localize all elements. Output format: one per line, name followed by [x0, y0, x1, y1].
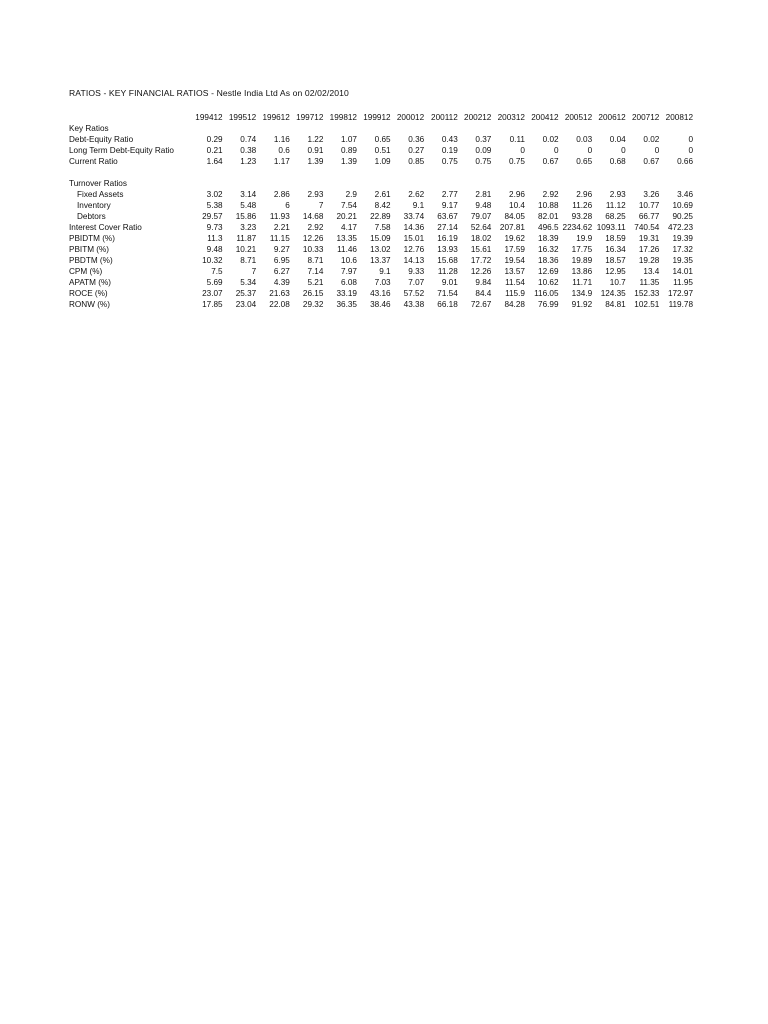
table-cell: 0.04 — [609, 135, 626, 144]
table-cell: 0 — [587, 146, 593, 155]
table-cell: 72.67 — [470, 300, 492, 309]
table-cell: 2.77 — [441, 190, 458, 199]
spreadsheet — [69, 87, 719, 310]
table-cell: 152.33 — [634, 289, 660, 298]
table-cell: 0 — [621, 146, 626, 155]
table-cell: 13.02 — [370, 245, 391, 254]
table-cell: 3.46 — [677, 190, 693, 199]
table-cell: 33.74 — [403, 212, 425, 221]
table-cell: 472.23 — [667, 223, 693, 232]
table-cell: 15.61 — [470, 245, 492, 254]
table-cell: 172.97 — [667, 289, 693, 298]
table-cell: 3.14 — [240, 190, 257, 199]
table-cell: 7.58 — [374, 223, 391, 232]
table-cell: 3.02 — [206, 190, 223, 199]
table-row — [69, 145, 693, 156]
table-cell: 19.89 — [571, 256, 593, 265]
column-header: 200012 — [396, 113, 425, 122]
table-cell: 11.87 — [236, 234, 257, 243]
table-cell: 19.28 — [638, 256, 660, 265]
table-cell: 1.22 — [307, 135, 324, 144]
table-cell: 9.1 — [379, 267, 391, 276]
table-cell: 134.9 — [571, 289, 593, 298]
table-cell: 8.42 — [374, 201, 391, 210]
table-cell: 13.86 — [571, 267, 593, 276]
table-cell: 0.6 — [278, 146, 290, 155]
table-cell: 15.68 — [437, 256, 458, 265]
table-cell: 116.05 — [534, 289, 559, 298]
table-cell: 23.07 — [202, 289, 223, 298]
table-row — [69, 288, 693, 299]
section-heading: Turnover Ratios — [69, 179, 127, 188]
table-cell: 17.85 — [202, 300, 223, 309]
table-cell: 0.75 — [475, 157, 492, 166]
table-cell: 6 — [285, 201, 290, 210]
table-cell: 12.26 — [302, 234, 324, 243]
table-row — [69, 211, 693, 222]
row-label: PBDTM (%) — [69, 256, 113, 265]
table-cell: 9.33 — [408, 267, 425, 276]
table-cell: 84.05 — [504, 212, 525, 221]
table-cell: 11.46 — [337, 245, 357, 254]
table-cell: 14.68 — [302, 212, 324, 221]
table-cell: 1.64 — [206, 157, 223, 166]
table-cell: 38.46 — [370, 300, 391, 309]
table-cell: 1.23 — [240, 157, 257, 166]
table-cell: 57.52 — [403, 289, 425, 298]
header-row — [69, 112, 693, 123]
blank-row — [69, 167, 693, 178]
table-cell: 9.48 — [475, 201, 492, 210]
row-label: Debt-Equity Ratio — [69, 135, 134, 144]
table-row — [69, 233, 693, 244]
table-cell: 18.02 — [470, 234, 492, 243]
table-cell: 0.11 — [509, 135, 525, 144]
table-cell: 22.89 — [370, 212, 391, 221]
table-cell: 13.93 — [437, 245, 458, 254]
row-label: RONW (%) — [69, 300, 110, 309]
table-cell: 8.71 — [307, 256, 324, 265]
table-cell: 0.67 — [542, 157, 559, 166]
table-cell: 0.38 — [240, 146, 257, 155]
table-cell: 6.08 — [341, 278, 357, 287]
table-cell: 496.5 — [538, 223, 559, 232]
table-cell: 2.93 — [307, 190, 324, 199]
table-cell: 93.28 — [571, 212, 593, 221]
row-label: PBITM (%) — [69, 245, 110, 254]
table-cell: 0.27 — [408, 146, 425, 155]
table-cell: 119.78 — [668, 300, 693, 309]
column-header: 200212 — [464, 113, 492, 122]
table-cell: 10.62 — [538, 278, 559, 287]
table-cell: 10.32 — [202, 256, 223, 265]
table-cell: 26.15 — [302, 289, 324, 298]
table-cell: 10.88 — [538, 201, 559, 210]
table-row — [69, 266, 693, 277]
table-cell: 5.38 — [206, 201, 223, 210]
table-cell: 71.54 — [437, 289, 458, 298]
table-cell: 2.81 — [475, 190, 492, 199]
table-cell: 17.59 — [504, 245, 525, 254]
table-cell: 2.9 — [345, 190, 357, 199]
table-cell: 63.67 — [437, 212, 458, 221]
table-cell: 0.19 — [441, 146, 458, 155]
table-cell: 12.95 — [605, 267, 626, 276]
table-cell: 66.77 — [638, 212, 660, 221]
table-cell: 76.99 — [538, 300, 559, 309]
table-cell: 0.89 — [341, 146, 357, 155]
table-row — [69, 134, 693, 145]
table-cell: 2.62 — [408, 190, 425, 199]
table-cell: 10.21 — [235, 245, 257, 254]
header-empty-cell — [69, 112, 189, 123]
table-row — [69, 200, 693, 211]
row-label: Inventory — [77, 201, 111, 210]
table-cell: 0.51 — [374, 146, 391, 155]
column-header: 199812 — [329, 113, 357, 122]
table-cell: 0.74 — [240, 135, 257, 144]
table-cell: 10.7 — [609, 278, 626, 287]
table-cell: 9.48 — [206, 245, 223, 254]
table-cell: 16.34 — [605, 245, 626, 254]
table-cell: 7.54 — [341, 201, 357, 210]
table-cell: 0.91 — [307, 146, 324, 155]
table-cell: 740.54 — [634, 223, 660, 232]
table-cell: 20.21 — [336, 212, 357, 221]
table-cell: 66.18 — [437, 300, 458, 309]
table-cell: 6.27 — [273, 267, 290, 276]
section-heading: Key Ratios — [69, 124, 109, 133]
column-header: 199512 — [228, 113, 257, 122]
column-header: 200612 — [598, 113, 626, 122]
table-cell: 2234.62 — [562, 223, 593, 232]
table-cell: 18.39 — [538, 234, 559, 243]
table-cell: 7.03 — [374, 278, 391, 287]
table-cell: 19.31 — [638, 234, 660, 243]
table-cell: 11.93 — [269, 212, 290, 221]
table-cell: 10.4 — [509, 201, 525, 210]
ratios-table — [69, 112, 693, 310]
table-cell: 84.81 — [605, 300, 626, 309]
table-cell: 16.19 — [437, 234, 458, 243]
table-cell: 7.07 — [408, 278, 425, 287]
table-cell: 9.01 — [441, 278, 458, 287]
table-cell: 52.64 — [470, 223, 492, 232]
table-row — [69, 255, 693, 266]
table-cell: 15.09 — [370, 234, 391, 243]
table-cell: 18.57 — [605, 256, 626, 265]
table-row — [69, 222, 693, 233]
table-cell: 0.68 — [609, 157, 626, 166]
table-cell: 9.73 — [206, 223, 223, 232]
table-cell: 0.85 — [408, 157, 425, 166]
table-cell: 8.71 — [240, 256, 257, 265]
table-cell: 2.61 — [374, 190, 391, 199]
table-cell: 4.17 — [341, 223, 357, 232]
table-cell: 0.66 — [677, 157, 693, 166]
table-cell: 19.62 — [504, 234, 525, 243]
table-cell: 5.48 — [240, 201, 257, 210]
column-header: 200412 — [531, 113, 559, 122]
table-cell: 15.01 — [403, 234, 425, 243]
column-header: 200512 — [564, 113, 593, 122]
section-heading-row — [69, 178, 693, 189]
table-cell: 68.25 — [605, 212, 626, 221]
table-cell: 11.26 — [572, 201, 593, 210]
table-row — [69, 189, 693, 200]
table-cell: 1.09 — [374, 157, 391, 166]
table-cell: 2.96 — [576, 190, 593, 199]
table-cell: 17.75 — [571, 245, 593, 254]
table-cell: 10.69 — [672, 201, 693, 210]
column-header: 199712 — [296, 113, 324, 122]
table-cell: 10.33 — [302, 245, 324, 254]
table-cell: 5.21 — [307, 278, 324, 287]
table-cell: 13.37 — [370, 256, 391, 265]
table-cell: 14.36 — [403, 223, 425, 232]
table-cell: 1.17 — [273, 157, 290, 166]
table-cell: 11.95 — [673, 278, 693, 287]
table-row — [69, 244, 693, 255]
table-cell: 1.16 — [273, 135, 290, 144]
table-cell: 36.35 — [336, 300, 357, 309]
row-label: Interest Cover Ratio — [69, 223, 142, 232]
table-cell: 2.96 — [509, 190, 525, 199]
table-cell: 17.32 — [672, 245, 693, 254]
table-cell: 17.26 — [638, 245, 660, 254]
table-cell: 18.59 — [605, 234, 626, 243]
table-cell: 23.04 — [235, 300, 257, 309]
column-header: 200812 — [665, 113, 693, 122]
row-label: Long Term Debt-Equity Ratio — [69, 146, 174, 155]
table-cell: 6.95 — [273, 256, 290, 265]
table-cell: 0.02 — [643, 135, 660, 144]
table-cell: 0 — [688, 135, 693, 144]
table-cell: 82.01 — [538, 212, 559, 221]
table-cell: 2.93 — [609, 190, 626, 199]
table-cell: 0.75 — [509, 157, 525, 166]
row-label: PBIDTM (%) — [69, 234, 115, 243]
table-row — [69, 299, 693, 310]
table-cell: 18.36 — [538, 256, 559, 265]
table-cell: 17.72 — [470, 256, 492, 265]
table-cell: 1.39 — [341, 157, 357, 166]
table-cell: 25.37 — [235, 289, 257, 298]
column-header: 200312 — [497, 113, 525, 122]
table-cell: 19.35 — [672, 256, 693, 265]
table-cell: 15.86 — [235, 212, 257, 221]
table-cell: 3.26 — [643, 190, 660, 199]
table-cell: 10.77 — [638, 201, 660, 210]
table-cell: 0 — [553, 146, 559, 155]
table-cell: 19.9 — [576, 234, 593, 243]
column-header: 199612 — [262, 113, 290, 122]
table-cell: 16.32 — [538, 245, 559, 254]
table-cell: 0.43 — [441, 135, 458, 144]
table-cell: 11.71 — [572, 278, 593, 287]
column-header: 200112 — [431, 113, 458, 122]
table-cell: 13.4 — [643, 267, 660, 276]
table-cell: 9.27 — [273, 245, 290, 254]
table-cell: 0.03 — [576, 135, 593, 144]
table-cell: 22.08 — [269, 300, 290, 309]
table-cell: 4.39 — [273, 278, 290, 287]
table-cell: 9.1 — [412, 201, 425, 210]
table-cell: 7.14 — [307, 267, 324, 276]
table-cell: 0.65 — [576, 157, 593, 166]
table-cell: 0.36 — [408, 135, 425, 144]
table-cell: 207.81 — [499, 223, 525, 232]
table-cell: 19.54 — [504, 256, 525, 265]
table-cell: 0.21 — [206, 146, 223, 155]
table-cell: 0.02 — [542, 135, 559, 144]
table-cell: 2.92 — [307, 223, 324, 232]
table-cell: 84.28 — [504, 300, 525, 309]
table-cell: 5.34 — [240, 278, 257, 287]
table-cell: 11.35 — [639, 278, 660, 287]
table-cell: 11.54 — [505, 278, 525, 287]
table-cell: 0.37 — [475, 135, 492, 144]
table-cell: 1.07 — [341, 135, 357, 144]
row-label: APATM (%) — [69, 278, 111, 287]
table-cell: 10.6 — [341, 256, 357, 265]
table-cell: 3.23 — [240, 223, 257, 232]
table-cell: 7 — [318, 201, 324, 210]
row-label: Debtors — [77, 212, 106, 221]
table-cell: 21.63 — [269, 289, 290, 298]
column-header: 200712 — [632, 113, 660, 122]
table-cell: 0.75 — [441, 157, 458, 166]
column-header: 199412 — [195, 113, 223, 122]
table-row — [69, 156, 693, 167]
table-row — [69, 277, 693, 288]
table-cell: 43.38 — [403, 300, 425, 309]
table-cell: 12.26 — [470, 267, 492, 276]
table-cell: 11.12 — [605, 201, 626, 210]
table-cell: 1093.11 — [596, 223, 626, 232]
table-cell: 29.57 — [202, 212, 223, 221]
row-label: Current Ratio — [69, 157, 118, 166]
table-cell: 13.35 — [336, 234, 357, 243]
table-cell: 12.76 — [403, 245, 425, 254]
column-header: 199912 — [363, 113, 391, 122]
row-label: ROCE (%) — [69, 289, 108, 298]
table-cell: 7.97 — [341, 267, 357, 276]
table-cell: 0 — [520, 146, 525, 155]
table-cell: 11.3 — [207, 234, 223, 243]
table-cell: 19.39 — [672, 234, 693, 243]
table-cell: 14.01 — [672, 267, 693, 276]
table-cell: 0.67 — [643, 157, 660, 166]
table-cell: 115.9 — [505, 289, 525, 298]
table-cell: 9.84 — [475, 278, 492, 287]
table-cell: 90.25 — [672, 212, 693, 221]
table-cell: 2.86 — [273, 190, 290, 199]
table-cell: 5.69 — [206, 278, 223, 287]
table-cell: 7.5 — [211, 267, 223, 276]
table-cell: 0 — [654, 146, 660, 155]
table-cell: 2.92 — [542, 190, 559, 199]
table-cell: 124.35 — [600, 289, 626, 298]
table-cell: 2.21 — [273, 223, 290, 232]
table-cell: 12.69 — [538, 267, 559, 276]
row-label: Fixed Assets — [77, 190, 124, 199]
table-cell: 29.32 — [302, 300, 324, 309]
table-cell: 0.09 — [475, 146, 492, 155]
table-cell: 14.13 — [403, 256, 425, 265]
table-cell: 11.28 — [437, 267, 458, 276]
table-cell: 33.19 — [336, 289, 357, 298]
table-cell: 7 — [251, 267, 257, 276]
table-cell: 13.57 — [504, 267, 525, 276]
table-cell: 1.39 — [307, 157, 324, 166]
section-heading-row — [69, 123, 693, 134]
table-cell: 84.4 — [475, 289, 492, 298]
table-cell: 102.51 — [634, 300, 660, 309]
table-body — [69, 123, 693, 310]
table-cell: 79.07 — [470, 212, 492, 221]
table-cell: 9.17 — [441, 201, 458, 210]
table-cell: 11.15 — [269, 234, 290, 243]
page-title: RATIOS - KEY FINANCIAL RATIOS - Nestle India Ltd As on 02/02/2010 — [69, 88, 349, 98]
table-cell: 91.92 — [571, 300, 593, 309]
table-header — [69, 112, 693, 123]
table-cell: 0 — [688, 146, 693, 155]
table-cell: 0.65 — [374, 135, 391, 144]
table-cell: 0.29 — [206, 135, 223, 144]
table-cell: 27.14 — [437, 223, 458, 232]
table-cell: 43.16 — [370, 289, 391, 298]
row-label: CPM (%) — [69, 267, 103, 276]
